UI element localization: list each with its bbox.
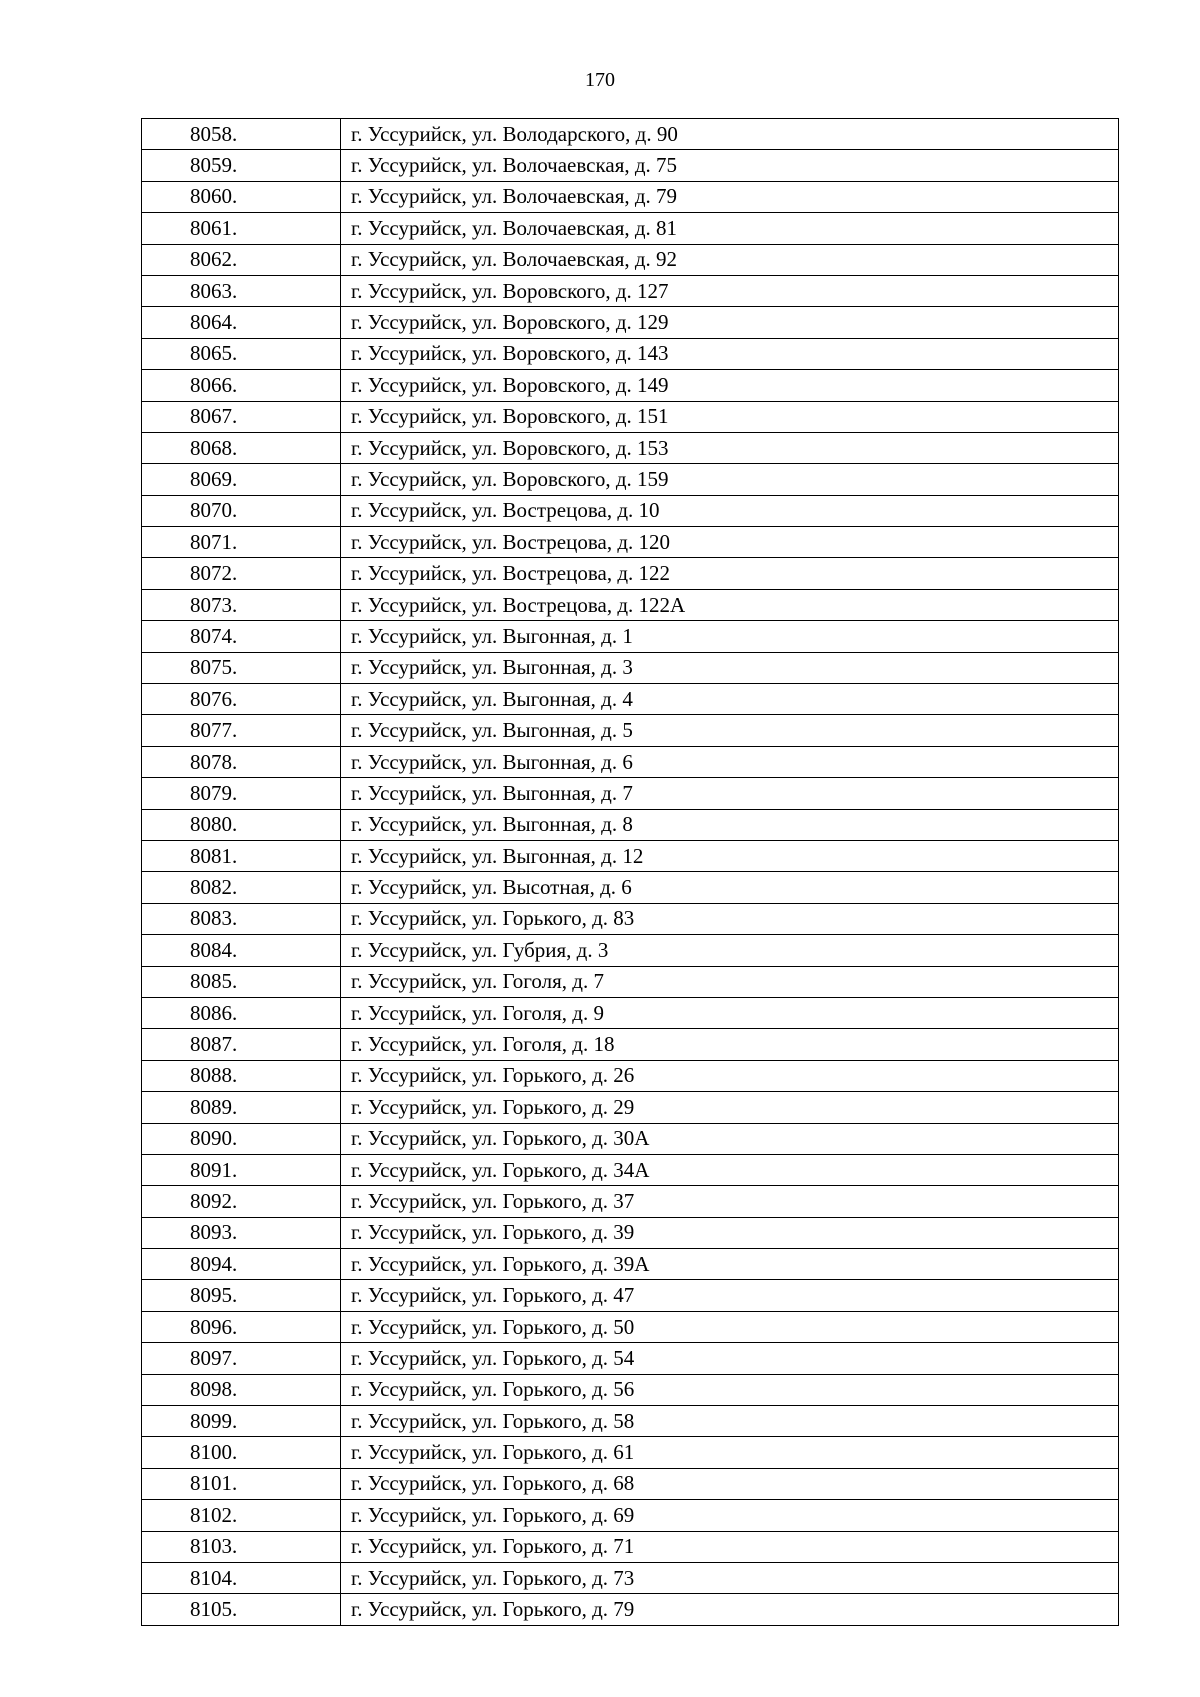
row-number-cell: 8102. [142, 1500, 341, 1531]
address-cell: г. Уссурийск, ул. Горького, д. 58 [341, 1406, 1119, 1437]
row-number-cell: 8060. [142, 181, 341, 212]
address-cell: г. Уссурийск, ул. Горького, д. 50 [341, 1311, 1119, 1342]
table-row [142, 903, 1119, 934]
row-number-cell: 8072. [142, 558, 341, 589]
row-number-cell: 8061. [142, 213, 341, 244]
table-row [142, 432, 1119, 463]
address-cell: г. Уссурийск, ул. Горького, д. 39А [341, 1249, 1119, 1280]
row-number-cell: 8087. [142, 1029, 341, 1060]
address-cell: г. Уссурийск, ул. Володарского, д. 90 [341, 119, 1119, 150]
table-row [142, 1437, 1119, 1468]
address-cell: г. Уссурийск, ул. Горького, д. 71 [341, 1531, 1119, 1562]
page-number: 170 [585, 69, 615, 91]
address-cell: г. Уссурийск, ул. Гоголя, д. 18 [341, 1029, 1119, 1060]
table-row [142, 119, 1119, 150]
address-cell: г. Уссурийск, ул. Волочаевская, д. 92 [341, 244, 1119, 275]
row-number-cell: 8070. [142, 495, 341, 526]
table-row [142, 966, 1119, 997]
table-row [142, 809, 1119, 840]
row-number-cell: 8058. [142, 119, 341, 150]
table-row [142, 1311, 1119, 1342]
table-row [142, 684, 1119, 715]
address-cell: г. Уссурийск, ул. Горького, д. 54 [341, 1343, 1119, 1374]
row-number-cell: 8097. [142, 1343, 341, 1374]
row-number-cell: 8100. [142, 1437, 341, 1468]
table-row [142, 181, 1119, 212]
address-cell: г. Уссурийск, ул. Горького, д. 30А [341, 1123, 1119, 1154]
address-cell: г. Уссурийск, ул. Гоголя, д. 7 [341, 966, 1119, 997]
address-cell: г. Уссурийск, ул. Воровского, д. 143 [341, 338, 1119, 369]
address-cell: г. Уссурийск, ул. Воровского, д. 127 [341, 275, 1119, 306]
table-row [142, 1029, 1119, 1060]
table-row [142, 495, 1119, 526]
address-cell: г. Уссурийск, ул. Выгонная, д. 1 [341, 621, 1119, 652]
row-number-cell: 8071. [142, 527, 341, 558]
address-cell: г. Уссурийск, ул. Горького, д. 26 [341, 1060, 1119, 1091]
table-row [142, 1594, 1119, 1625]
table-row [142, 527, 1119, 558]
row-number-cell: 8099. [142, 1406, 341, 1437]
row-number-cell: 8079. [142, 778, 341, 809]
address-table [141, 118, 1119, 1626]
row-number-cell: 8088. [142, 1060, 341, 1091]
row-number-cell: 8064. [142, 307, 341, 338]
row-number-cell: 8101. [142, 1468, 341, 1499]
table-row [142, 1374, 1119, 1405]
address-cell: г. Уссурийск, ул. Горького, д. 73 [341, 1562, 1119, 1593]
row-number-cell: 8059. [142, 150, 341, 181]
address-cell: г. Уссурийск, ул. Выгонная, д. 12 [341, 840, 1119, 871]
address-cell: г. Уссурийск, ул. Горького, д. 68 [341, 1468, 1119, 1499]
row-number-cell: 8086. [142, 997, 341, 1028]
table-row [142, 589, 1119, 620]
table-row [142, 401, 1119, 432]
table-row [142, 1500, 1119, 1531]
table-row [142, 1562, 1119, 1593]
address-cell: г. Уссурийск, ул. Высотная, д. 6 [341, 872, 1119, 903]
table-row [142, 1468, 1119, 1499]
table-row [142, 307, 1119, 338]
address-cell: г. Уссурийск, ул. Выгонная, д. 5 [341, 715, 1119, 746]
table-row [142, 275, 1119, 306]
table-row [142, 840, 1119, 871]
row-number-cell: 8093. [142, 1217, 341, 1248]
table-row [142, 464, 1119, 495]
row-number-cell: 8069. [142, 464, 341, 495]
address-cell: г. Уссурийск, ул. Выгонная, д. 8 [341, 809, 1119, 840]
address-cell: г. Уссурийск, ул. Горького, д. 69 [341, 1500, 1119, 1531]
table-row [142, 1217, 1119, 1248]
row-number-cell: 8083. [142, 903, 341, 934]
row-number-cell: 8104. [142, 1562, 341, 1593]
table-row [142, 1531, 1119, 1562]
table-row [142, 1186, 1119, 1217]
address-cell: г. Уссурийск, ул. Выгонная, д. 7 [341, 778, 1119, 809]
address-cell: г. Уссурийск, ул. Горького, д. 79 [341, 1594, 1119, 1625]
row-number-cell: 8091. [142, 1154, 341, 1185]
address-cell: г. Уссурийск, ул. Выгонная, д. 6 [341, 746, 1119, 777]
address-cell: г. Уссурийск, ул. Вострецова, д. 120 [341, 527, 1119, 558]
address-table-body [142, 119, 1119, 1626]
table-row [142, 1249, 1119, 1280]
address-cell: г. Уссурийск, ул. Горького, д. 29 [341, 1092, 1119, 1123]
address-cell: г. Уссурийск, ул. Горького, д. 61 [341, 1437, 1119, 1468]
row-number-cell: 8077. [142, 715, 341, 746]
row-number-cell: 8074. [142, 621, 341, 652]
address-cell: г. Уссурийск, ул. Воровского, д. 149 [341, 370, 1119, 401]
row-number-cell: 8075. [142, 652, 341, 683]
row-number-cell: 8105. [142, 1594, 341, 1625]
row-number-cell: 8103. [142, 1531, 341, 1562]
row-number-cell: 8081. [142, 840, 341, 871]
address-cell: г. Уссурийск, ул. Горького, д. 34А [341, 1154, 1119, 1185]
address-cell: г. Уссурийск, ул. Горького, д. 56 [341, 1374, 1119, 1405]
row-number-cell: 8096. [142, 1311, 341, 1342]
row-number-cell: 8090. [142, 1123, 341, 1154]
table-row [142, 935, 1119, 966]
table-row [142, 1092, 1119, 1123]
row-number-cell: 8076. [142, 684, 341, 715]
table-row [142, 1406, 1119, 1437]
address-cell: г. Уссурийск, ул. Волочаевская, д. 75 [341, 150, 1119, 181]
row-number-cell: 8089. [142, 1092, 341, 1123]
row-number-cell: 8063. [142, 275, 341, 306]
table-row [142, 872, 1119, 903]
table-row [142, 370, 1119, 401]
address-cell: г. Уссурийск, ул. Выгонная, д. 3 [341, 652, 1119, 683]
row-number-cell: 8065. [142, 338, 341, 369]
table-row [142, 558, 1119, 589]
table-row [142, 338, 1119, 369]
row-number-cell: 8094. [142, 1249, 341, 1280]
row-number-cell: 8098. [142, 1374, 341, 1405]
row-number-cell: 8066. [142, 370, 341, 401]
row-number-cell: 8062. [142, 244, 341, 275]
address-cell: г. Уссурийск, ул. Горького, д. 83 [341, 903, 1119, 934]
table-row [142, 746, 1119, 777]
address-cell: г. Уссурийск, ул. Воровского, д. 129 [341, 307, 1119, 338]
row-number-cell: 8073. [142, 589, 341, 620]
address-cell: г. Уссурийск, ул. Воровского, д. 159 [341, 464, 1119, 495]
address-cell: г. Уссурийск, ул. Выгонная, д. 4 [341, 684, 1119, 715]
row-number-cell: 8095. [142, 1280, 341, 1311]
table-row [142, 778, 1119, 809]
table-row [142, 621, 1119, 652]
table-row [142, 150, 1119, 181]
table-row [142, 1060, 1119, 1091]
row-number-cell: 8084. [142, 935, 341, 966]
table-row [142, 997, 1119, 1028]
address-cell: г. Уссурийск, ул. Горького, д. 47 [341, 1280, 1119, 1311]
table-row [142, 652, 1119, 683]
row-number-cell: 8068. [142, 432, 341, 463]
address-cell: г. Уссурийск, ул. Вострецова, д. 10 [341, 495, 1119, 526]
table-row [142, 244, 1119, 275]
address-cell: г. Уссурийск, ул. Воровского, д. 151 [341, 401, 1119, 432]
address-cell: г. Уссурийск, ул. Вострецова, д. 122 [341, 558, 1119, 589]
row-number-cell: 8080. [142, 809, 341, 840]
address-cell: г. Уссурийск, ул. Горького, д. 37 [341, 1186, 1119, 1217]
address-cell: г. Уссурийск, ул. Губрия, д. 3 [341, 935, 1119, 966]
row-number-cell: 8085. [142, 966, 341, 997]
address-cell: г. Уссурийск, ул. Гоголя, д. 9 [341, 997, 1119, 1028]
table-row [142, 1280, 1119, 1311]
address-cell: г. Уссурийск, ул. Вострецова, д. 122А [341, 589, 1119, 620]
address-cell: г. Уссурийск, ул. Воровского, д. 153 [341, 432, 1119, 463]
address-cell: г. Уссурийск, ул. Горького, д. 39 [341, 1217, 1119, 1248]
table-row [142, 715, 1119, 746]
row-number-cell: 8082. [142, 872, 341, 903]
table-row [142, 1343, 1119, 1374]
address-cell: г. Уссурийск, ул. Волочаевская, д. 79 [341, 181, 1119, 212]
row-number-cell: 8067. [142, 401, 341, 432]
row-number-cell: 8078. [142, 746, 341, 777]
table-row [142, 213, 1119, 244]
row-number-cell: 8092. [142, 1186, 341, 1217]
table-row [142, 1154, 1119, 1185]
address-cell: г. Уссурийск, ул. Волочаевская, д. 81 [341, 213, 1119, 244]
table-row [142, 1123, 1119, 1154]
